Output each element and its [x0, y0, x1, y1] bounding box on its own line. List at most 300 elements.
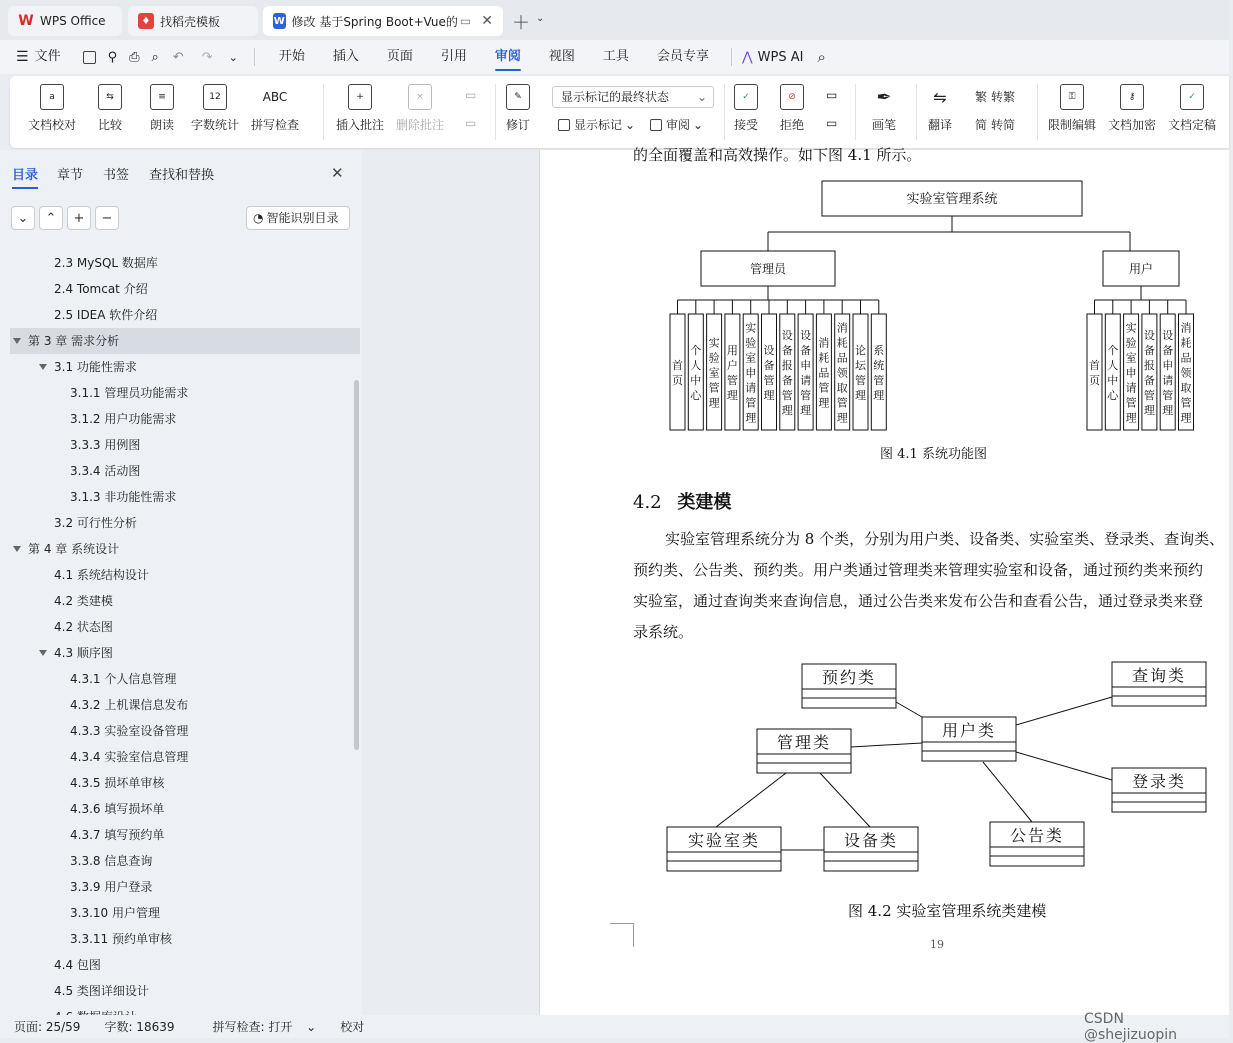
- leaf-node-char: 领: [1180, 366, 1192, 380]
- class-name: 设备类: [843, 831, 899, 850]
- toc-item[interactable]: [10, 354, 360, 380]
- leaf-node-char: 管: [800, 389, 812, 402]
- menu-review[interactable]: 审阅: [481, 40, 535, 74]
- toc-item-label: 4.3 顺序图: [54, 646, 113, 660]
- toc-item-label: 4.3.4 实验室信息管理: [70, 750, 189, 764]
- compare-icon: ⇆: [98, 84, 122, 110]
- review-pane-button[interactable]: 审阅 ⌄: [650, 116, 703, 133]
- close-panel-icon[interactable]: ✕: [331, 164, 344, 182]
- leaf-node-label: [782, 329, 793, 417]
- menu-member[interactable]: 会员专享: [656, 49, 709, 64]
- leaf-node-char: 验: [745, 336, 757, 350]
- fig1-caption: 图 4.1 系统功能图: [880, 447, 987, 462]
- leaf-node-label: [1144, 329, 1155, 417]
- toc-item[interactable]: [10, 250, 360, 276]
- print-preview-icon[interactable]: ⌕: [151, 49, 159, 65]
- class-name: 公告类: [1009, 826, 1065, 845]
- tab-chapters[interactable]: 章节: [57, 168, 84, 183]
- leaf-node-char: 消: [818, 336, 830, 350]
- accept-button[interactable]: ✓ 接受: [734, 84, 758, 133]
- leaf-node-char: 请: [745, 381, 757, 395]
- toc-item-label: 4.2 状态图: [54, 620, 113, 634]
- toc-item-label: 3.3.4 活动图: [70, 464, 141, 478]
- toc-item-label: 4.2 类建模: [54, 594, 113, 608]
- leaf-node-char: 中: [1107, 374, 1119, 387]
- page-number: 19: [930, 938, 944, 951]
- leaf-node-char: 管: [1125, 396, 1137, 410]
- menu-bar: [0, 40, 1229, 74]
- leaf-node-char: 室: [708, 366, 720, 380]
- admin-node-label: 管理员: [749, 262, 787, 276]
- leaf-node-char: 户: [726, 359, 738, 372]
- word-doc-icon: W: [273, 13, 286, 29]
- leaf-node-char: 理: [873, 389, 885, 402]
- leaf-node-char: 报: [781, 359, 793, 372]
- toc-item-label: 4.5 类图详细设计: [54, 984, 149, 998]
- leaf-node-char: 人: [690, 359, 702, 372]
- class-name: 用户类: [941, 721, 997, 740]
- prev-comment-icon[interactable]: ▭: [465, 88, 477, 102]
- class-name: 登录类: [1131, 772, 1187, 791]
- leaf-node-char: 验: [708, 351, 720, 365]
- leaf-node-char: 消: [1180, 321, 1192, 335]
- wps-ai-label: WPS AI: [757, 49, 804, 65]
- leaf-node-box: [762, 314, 777, 430]
- leaf-node-char: 理: [1162, 404, 1174, 417]
- navigation-pane: [0, 150, 362, 1015]
- menu-tools[interactable]: 工具: [602, 49, 629, 64]
- menu-divider: [254, 48, 255, 66]
- reject-icon: ⊘: [780, 84, 804, 110]
- wps-logo-icon: W: [18, 13, 34, 29]
- lock-doc-icon: ⚿: [1060, 84, 1084, 110]
- insert-comment-button[interactable]: + 插入批注: [336, 84, 384, 133]
- leaf-node-char: 心: [1107, 389, 1119, 402]
- association-line: [1016, 697, 1112, 725]
- spell-check-status[interactable]: 拼写检查: 打开 ⌄: [212, 1020, 317, 1034]
- toc-item[interactable]: [10, 952, 360, 978]
- new-tab-button[interactable]: ＋: [512, 13, 530, 34]
- class-name: 管理类: [776, 733, 832, 752]
- leaf-node-char: 管: [818, 381, 830, 395]
- expand-caret-icon[interactable]: [39, 650, 47, 656]
- leaf-node-char: 管: [726, 374, 738, 387]
- accept-icon: ✓: [734, 84, 758, 110]
- leaf-node-char: 验: [1125, 336, 1137, 350]
- toc-item[interactable]: [10, 406, 360, 432]
- leaf-node-char: 管: [1143, 389, 1155, 402]
- close-tab-icon[interactable]: ✕: [481, 13, 493, 29]
- leaf-node-char: 实: [745, 321, 757, 335]
- leaf-node-box: [1087, 314, 1102, 430]
- leaf-node-char: 管: [763, 374, 775, 387]
- leaf-node-label: [727, 344, 738, 402]
- user-node-label: 用户: [1128, 262, 1154, 276]
- toc-item[interactable]: [10, 276, 360, 302]
- leaf-node-char: 页: [1089, 374, 1100, 387]
- toc-item[interactable]: [10, 926, 360, 952]
- class-name: 实验室类: [687, 831, 761, 850]
- body-paragraph: [633, 524, 1233, 648]
- ribbon-divider: [323, 84, 324, 140]
- toc-item[interactable]: [10, 484, 360, 510]
- traditional-icon: 繁: [975, 90, 988, 104]
- toc-item-label: 4.3.3 实验室设备管理: [70, 724, 189, 738]
- leaf-node-char: 管: [873, 374, 885, 387]
- tab-find-replace[interactable]: 查找和替换: [149, 168, 215, 183]
- toc-item[interactable]: [10, 978, 360, 1004]
- toc-item-label: 3.3.3 用例图: [70, 438, 141, 452]
- leaf-node-char: 报: [1143, 359, 1155, 372]
- toc-item[interactable]: [10, 718, 360, 744]
- leaf-node-char: 理: [1180, 411, 1192, 425]
- section-heading: [633, 488, 731, 514]
- toc-item-label: 3.3.11 预约单审核: [70, 932, 172, 946]
- class-name: 预约类: [821, 668, 877, 687]
- leaf-node-char: 备: [1162, 344, 1174, 357]
- leaf-node-char: 管: [781, 389, 793, 402]
- toc-item[interactable]: [10, 666, 360, 692]
- leaf-node-label: [1089, 358, 1100, 387]
- document-page: [539, 146, 1229, 1015]
- toc-item-label: 3.3.8 信息查询: [70, 854, 153, 868]
- toc-item[interactable]: [10, 744, 360, 770]
- leaf-node-char: 中: [690, 374, 702, 387]
- scrollbar[interactable]: [354, 380, 359, 750]
- leaf-node-label: [818, 336, 829, 410]
- leaf-node-char: 页: [672, 374, 683, 387]
- leaf-node-char: 设: [781, 329, 793, 342]
- chevron-down-icon: ⌄: [696, 90, 707, 104]
- leaf-node-label: [690, 344, 702, 402]
- to-simplified-button[interactable]: 简 转简: [975, 118, 1016, 132]
- read-aloud-button[interactable]: ≡ 朗读: [150, 84, 174, 133]
- toc-item[interactable]: [10, 458, 360, 484]
- search-icon[interactable]: ⌕: [817, 48, 826, 66]
- more-chevron-icon[interactable]: ⌄: [228, 50, 238, 64]
- smart-icon: ◔: [253, 211, 264, 225]
- toc-item-label: 3.2 可行性分析: [54, 516, 137, 530]
- markup-select-value: 显示标记的最终状态: [561, 90, 670, 104]
- monitor-icon: ▭: [459, 14, 472, 28]
- association-line: [851, 743, 922, 747]
- leaf-node-char: 备: [1143, 344, 1155, 357]
- leaf-node-char: 管: [708, 381, 720, 395]
- paragraph-line: 实验室，通过查询类来查询信息，通过公告类来发布公告和查看公告，通过登录类来登: [633, 592, 1204, 610]
- leaf-node-char: 领: [836, 366, 848, 380]
- toc-item[interactable]: [10, 640, 360, 666]
- toc-item[interactable]: [10, 874, 360, 900]
- wps-ai-icon: ⋀: [741, 49, 753, 65]
- proofread-status[interactable]: 校对: [340, 1020, 365, 1034]
- leaf-node-char: 取: [1180, 381, 1192, 395]
- toc-item[interactable]: [10, 432, 360, 458]
- toc-item[interactable]: [10, 614, 360, 640]
- toc-list: [10, 250, 360, 1015]
- leaf-node-char: 坛: [855, 359, 866, 372]
- expand-caret-icon[interactable]: [13, 546, 21, 552]
- leaf-node-char: 耗: [818, 351, 830, 365]
- spell-check-icon: ABC: [262, 90, 288, 104]
- ribbon-divider: [855, 84, 856, 140]
- association-line: [820, 773, 870, 827]
- expand-caret-icon[interactable]: [13, 338, 21, 344]
- leaf-node-box: [725, 314, 740, 430]
- leaf-node-char: 消: [836, 321, 848, 335]
- leaf-node-char: 理: [836, 411, 848, 425]
- leaf-node-box: [853, 314, 868, 430]
- simplified-icon: 简: [975, 118, 988, 132]
- toc-item[interactable]: [10, 562, 360, 588]
- toc-item-label: 2.3 MySQL 数据库: [54, 256, 158, 270]
- leaf-node-char: 设: [1143, 329, 1155, 342]
- toc-item-label: 4.1 系统结构设计: [54, 568, 149, 582]
- smart-toc-button[interactable]: ◔ 智能识别目录: [246, 206, 350, 230]
- leaf-node-char: 理: [855, 389, 866, 402]
- leaf-node-char: 用: [726, 344, 738, 357]
- leaf-node-char: 耗: [1180, 336, 1192, 350]
- leaf-node-char: 个: [690, 344, 702, 357]
- menu-file[interactable]: 文件: [34, 49, 61, 64]
- leaf-node-char: 理: [1125, 411, 1137, 425]
- leaf-node-label: [800, 329, 811, 417]
- to-traditional-button[interactable]: 繁 转繁: [975, 90, 1016, 104]
- leaf-node-char: 申: [1162, 359, 1174, 372]
- leaf-node-char: 理: [708, 396, 720, 410]
- title-bar: [0, 0, 1229, 40]
- prev-change-icon[interactable]: ▭: [826, 88, 838, 102]
- encrypt-icon: ⚷: [1120, 84, 1144, 110]
- leaf-node-label: [1107, 344, 1119, 402]
- leaf-node-char: 设: [763, 344, 775, 357]
- system-function-diagram: [540, 170, 1230, 460]
- collapse-all-button[interactable]: ⌄: [11, 206, 35, 230]
- add-heading-button[interactable]: +: [67, 206, 91, 230]
- toc-item-label: 4.3.5 损坏单审核: [70, 776, 165, 790]
- pen-icon: ✒: [876, 86, 892, 108]
- leaf-node-char: 系: [873, 344, 885, 357]
- leaf-node-char: 室: [745, 351, 757, 365]
- leaf-node-label: [764, 344, 775, 402]
- toc-item[interactable]: [10, 588, 360, 614]
- leaf-node-char: 管: [1162, 389, 1174, 402]
- tab-list-chevron-icon[interactable]: ⌄: [536, 13, 545, 24]
- print-icon[interactable]: ⎙: [129, 49, 140, 65]
- leaf-node-box: [871, 314, 886, 430]
- toc-item-label: 3.3.9 用户登录: [70, 880, 153, 894]
- top-line-text: 的全面覆盖和高效操作。如下图 4.1 所示。: [633, 146, 922, 164]
- leaf-node-label: [672, 358, 683, 387]
- next-comment-icon[interactable]: ▭: [465, 116, 477, 130]
- leaf-node-char: 备: [781, 344, 793, 357]
- toc-item[interactable]: [10, 796, 360, 822]
- leaf-node-char: 取: [836, 381, 848, 395]
- menu-view[interactable]: 视图: [548, 49, 575, 64]
- track-changes-button[interactable]: ✎ 修订: [506, 84, 530, 133]
- leaf-node-char: 管: [745, 396, 757, 410]
- association-line: [983, 762, 1032, 822]
- toc-item-label: 3.3.10 用户管理: [70, 906, 160, 920]
- leaf-node-label: [745, 322, 756, 425]
- track-changes-icon: ✎: [506, 84, 530, 110]
- leaf-node-box: [670, 314, 685, 430]
- expand-up-button[interactable]: ⌃: [39, 206, 63, 230]
- toc-item-label: 第 3 章 需求分析: [28, 334, 120, 348]
- toc-item-label: 4.3.7 填写预约单: [70, 828, 165, 842]
- leaf-node-char: 设: [800, 329, 812, 342]
- leaf-node-char: 品: [836, 351, 848, 365]
- leaf-node-char: 请: [1162, 374, 1174, 387]
- menu-insert[interactable]: 插入: [332, 49, 359, 64]
- redo-icon[interactable]: ↷: [201, 49, 213, 65]
- review-pane-icon: [650, 119, 662, 131]
- proofread-button[interactable]: a 文档校对: [28, 84, 76, 133]
- toc-item[interactable]: [10, 302, 360, 328]
- save-icon[interactable]: [83, 51, 96, 64]
- document-check-icon: a: [40, 84, 64, 110]
- read-aloud-icon: ≡: [150, 84, 174, 110]
- menu-start[interactable]: 开始: [278, 49, 305, 64]
- tab-label: 找稻壳模板: [160, 14, 221, 29]
- markup-select[interactable]: [552, 86, 714, 108]
- undo-icon[interactable]: ↶: [172, 49, 184, 65]
- tab-label: WPS Office: [40, 14, 106, 28]
- menu-divider: [731, 48, 732, 66]
- leaf-node-char: 室: [1125, 351, 1137, 365]
- leaf-node-char: 请: [1125, 381, 1137, 395]
- reject-button[interactable]: ⊘ 拒绝: [780, 84, 804, 133]
- leaf-node-char: 实: [1125, 321, 1137, 335]
- leaf-node-char: 理: [1143, 404, 1155, 417]
- translate-button[interactable]: ⇋ 翻译: [928, 84, 952, 133]
- tab-toc[interactable]: 目录: [12, 164, 38, 183]
- leaf-node-char: 管: [836, 396, 848, 410]
- translate-icon: ⇋: [933, 87, 947, 107]
- fig2-caption: 图 4.2 实验室管理系统类建模: [848, 902, 1047, 920]
- toc-item-label: 4.3.2 上机课信息发布: [70, 698, 189, 712]
- toc-item[interactable]: [10, 900, 360, 926]
- toc-item[interactable]: [10, 536, 360, 562]
- word-count[interactable]: 字数: 18639: [104, 1020, 175, 1034]
- leaf-node-char: 统: [873, 359, 885, 372]
- leaf-node-char: 申: [1125, 366, 1137, 380]
- tab-wps-office[interactable]: [8, 6, 122, 36]
- finalize-button[interactable]: ✓ 文档定稿: [1168, 84, 1216, 133]
- leaf-node-label: [1162, 329, 1173, 417]
- remove-heading-button[interactable]: −: [95, 206, 119, 230]
- restrict-editing-button[interactable]: ⚿ 限制编辑: [1048, 84, 1096, 133]
- ribbon-divider: [916, 84, 917, 140]
- menu-references[interactable]: 引用: [440, 49, 467, 64]
- leaf-node-char: 人: [1107, 359, 1119, 372]
- expand-caret-icon[interactable]: [39, 364, 47, 370]
- leaf-node-char: 理: [763, 389, 775, 402]
- comment-delete-icon: ×: [408, 84, 432, 110]
- toc-item[interactable]: [10, 692, 360, 718]
- association-line: [896, 702, 922, 717]
- ribbon-divider: [1037, 84, 1038, 140]
- section-number: 4.2: [633, 492, 662, 513]
- leaf-node-char: 理: [781, 404, 793, 417]
- leaf-node-char: 备: [800, 344, 812, 357]
- association-line: [1016, 752, 1112, 780]
- tab-docer[interactable]: [128, 6, 258, 36]
- leaf-node-char: 设: [1162, 329, 1174, 342]
- delete-comment-button[interactable]: × 删除批注: [396, 84, 444, 133]
- toc-item[interactable]: [10, 380, 360, 406]
- paragraph-line: 预约类、公告类、预约类。用户类通过管理类来管理实验室和设备，通过预约类来预约: [633, 561, 1204, 579]
- toc-item[interactable]: [10, 770, 360, 796]
- toc-item[interactable]: [10, 848, 360, 874]
- leaf-node-label: [709, 337, 720, 410]
- compare-button[interactable]: ⇆ 比较: [98, 84, 122, 133]
- spell-check-button[interactable]: ABC 拼写检查: [251, 84, 299, 133]
- share-icon[interactable]: ⚲: [107, 49, 118, 65]
- docer-icon: ♦: [138, 13, 154, 29]
- toc-item-label: 4.3.6 填写损坏单: [70, 802, 165, 816]
- leaf-node-char: 耗: [836, 336, 848, 350]
- show-markup-icon: [558, 119, 570, 131]
- toc-item-label: 4.4 包图: [54, 958, 101, 972]
- leaf-node-char: 管: [1180, 396, 1192, 410]
- hamburger-menu-icon[interactable]: ☰: [16, 49, 29, 65]
- tab-document[interactable]: [263, 6, 503, 36]
- leaf-node-char: 申: [745, 366, 757, 380]
- toc-item[interactable]: [10, 510, 360, 536]
- leaf-node-char: 请: [800, 374, 812, 387]
- leaf-node-label: [837, 321, 849, 425]
- leaf-node-char: 理: [726, 389, 738, 402]
- leaf-node-char: 申: [800, 359, 812, 372]
- watermark: CSDN @shejizuopin: [1084, 1010, 1177, 1043]
- tab-bookmarks[interactable]: 书签: [103, 168, 130, 183]
- menu-page[interactable]: 页面: [386, 49, 413, 64]
- leaf-node-char: 品: [818, 366, 830, 380]
- tab-label: 修改 基于Spring Boot+Vue的: [291, 14, 458, 29]
- toc-item-label: 4.3.1 个人信息管理: [70, 672, 177, 686]
- status-bar: [0, 1010, 1229, 1043]
- paragraph-line: 录系统。: [633, 623, 694, 641]
- wps-ai-button[interactable]: [742, 50, 803, 65]
- leaf-node-char: 首: [672, 359, 683, 372]
- root-node-label: 实验室管理系统: [906, 192, 998, 207]
- toc-item[interactable]: [10, 328, 360, 354]
- toc-item-label: 3.1.3 非功能性需求: [70, 490, 177, 504]
- leaf-node-box: [1105, 314, 1120, 430]
- show-markup-button[interactable]: 显示标记 ⌄: [558, 116, 635, 133]
- leaf-node-char: 论: [855, 344, 866, 357]
- leaf-node-box: [688, 314, 703, 430]
- leaf-node-label: [1126, 322, 1137, 425]
- leaf-node-char: 备: [1143, 374, 1155, 387]
- leaf-node-char: 理: [800, 404, 812, 417]
- page-corner-mark: [610, 923, 634, 947]
- page-indicator[interactable]: 页面: 25/59: [14, 1020, 81, 1034]
- ribbon-divider: [724, 84, 725, 140]
- toc-item-label: 2.4 Tomcat 介绍: [54, 282, 148, 296]
- toc-item-label: 3.1.1 管理员功能需求: [70, 386, 189, 400]
- word-count-button[interactable]: 12 字数统计: [191, 84, 239, 133]
- word-count-icon: 12: [203, 84, 227, 110]
- toc-item[interactable]: [10, 822, 360, 848]
- encrypt-button[interactable]: ⚷ 文档加密: [1108, 84, 1156, 133]
- ribbon-toolbar: [10, 76, 1229, 148]
- pen-button[interactable]: ✒ 画笔: [872, 84, 896, 133]
- next-change-icon[interactable]: ▭: [826, 116, 838, 130]
- toc-item-label: 3.1 功能性需求: [54, 360, 137, 374]
- paragraph-line: 实验室管理系统分为 8 个类，分别为用户类、设备类、实验室类、登录类、查询类、: [665, 530, 1225, 548]
- leaf-node-char: 备: [781, 374, 793, 387]
